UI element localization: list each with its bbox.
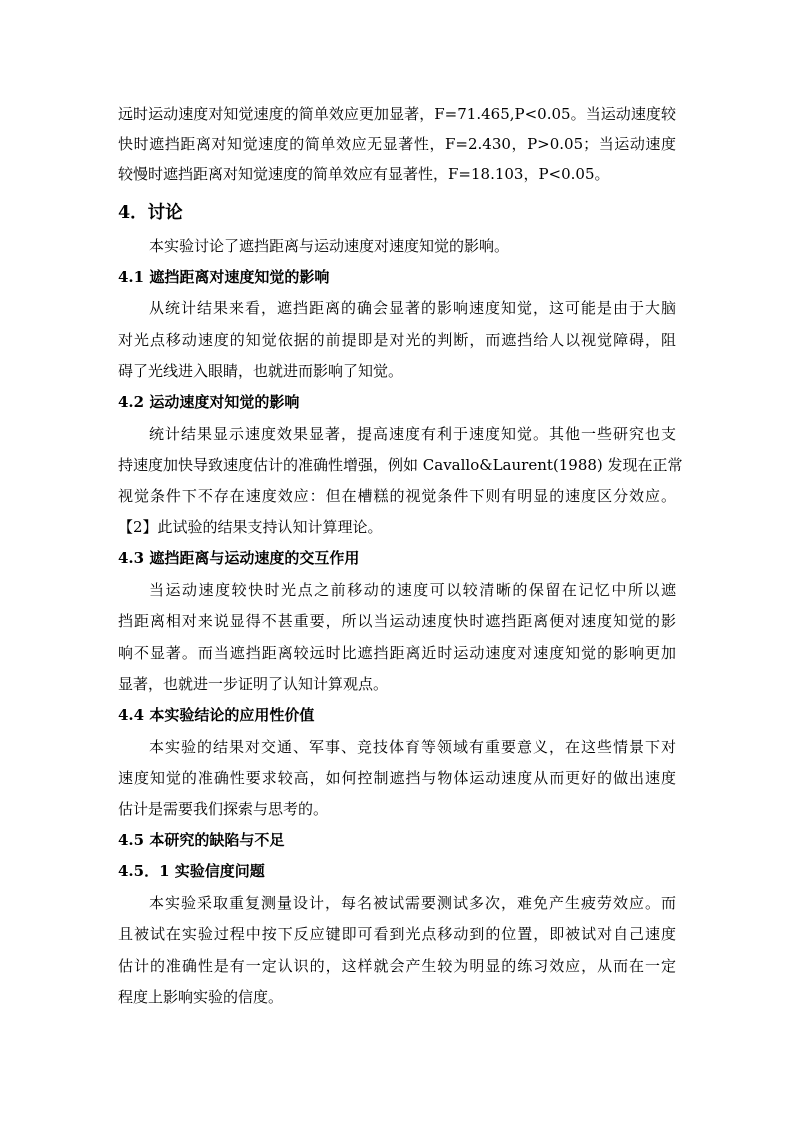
- paragraph-line: 挡距离相对来说显得不甚重要，所以当运动速度快时遮挡距离便对速度知觉的影: [118, 612, 676, 630]
- section-heading: 4．讨论: [118, 203, 183, 223]
- paragraph-line: 碍了光线进入眼睛，也就进而影响了知觉。: [118, 362, 404, 380]
- paragraph-line: 本实验的结果对交通、军事、竞技体育等领域有重要意义，在这些情景下对: [149, 738, 676, 756]
- subsection-heading: 4.4 本实验结论的应用性价值: [118, 706, 315, 724]
- paragraph-line: 程度上影响实验的信度。: [118, 988, 284, 1006]
- paragraph-line: 估计是需要我们探索与思考的。: [118, 800, 329, 818]
- paragraph-line: 本实验采取重复测量设计，每名被试需要测试多次，难免产生疲劳效应。而: [149, 894, 676, 912]
- paragraph-line: 速度知觉的准确性要求较高，如何控制遮挡与物体运动速度从而更好的做出速度: [118, 769, 676, 787]
- paragraph-line: 显著，也就进一步证明了认知计算观点。: [118, 675, 389, 693]
- subsection-heading: 4.3 遮挡距离与运动速度的交互作用: [118, 549, 360, 567]
- paragraph-line: 从统计结果来看，遮挡距离的确会显著的影响速度知觉，这可能是由于大脑: [149, 299, 676, 317]
- paragraph-line: 响不显著。而当遮挡距离较远时比遮挡距离近时运动速度对速度知觉的影响更加: [118, 644, 676, 662]
- paragraph-line: 视觉条件下不存在速度效应：但在槽糕的视觉条件下则有明显的速度区分效应。: [118, 487, 676, 505]
- paragraph-line: 当运动速度较快时光点之前移动的速度可以较清晰的保留在记忆中所以遮: [149, 581, 676, 599]
- paragraph-line: 对光点移动速度的知觉依据的前提即是对光的判断，而遮挡给人以视觉障碍，阻: [118, 331, 676, 349]
- subsubsection-heading: 4.5．1 实验信度问题: [118, 862, 265, 880]
- subsection-heading: 4.5 本研究的缺陷与不足: [118, 831, 285, 849]
- paragraph-line: 本实验讨论了遮挡距离与运动速度对速度知觉的影响。: [149, 237, 510, 255]
- paragraph-line: 较慢时遮挡距离对知觉速度的简单效应有显著性，F=18.103，P<0.05。: [118, 165, 610, 183]
- paragraph-line: 持速度加快导致速度估计的准确性增强，例如 Cavallo&Laurent(1988) 发现在正常: [118, 456, 683, 474]
- paragraph-line: 且被试在实验过程中按下反应键即可看到光点移动到的位置，即被试对自己速度: [118, 925, 676, 943]
- subsection-heading: 4.2 运动速度对知觉的影响: [118, 393, 300, 411]
- subsection-heading: 4.1 遮挡距离对速度知觉的影响: [118, 268, 330, 286]
- paragraph-line: 统计结果显示速度效果显著，提高速度有利于速度知觉。其他一些研究也支: [149, 425, 676, 443]
- paragraph-line: 估计的准确性是有一定认识的，这样就会产生较为明显的练习效应，从而在一定: [118, 957, 676, 975]
- paragraph-line: 快时遮挡距离对知觉速度的简单效应无显著性，F=2.430，P>0.05；当运动速度: [118, 135, 676, 153]
- paragraph-line: 【2】此试验的结果支持认知计算理论。: [118, 518, 383, 536]
- paragraph-line: 远时运动速度对知觉速度的简单效应更加显著，F=71.465,P<0.05。当运动速度较: [118, 105, 676, 123]
